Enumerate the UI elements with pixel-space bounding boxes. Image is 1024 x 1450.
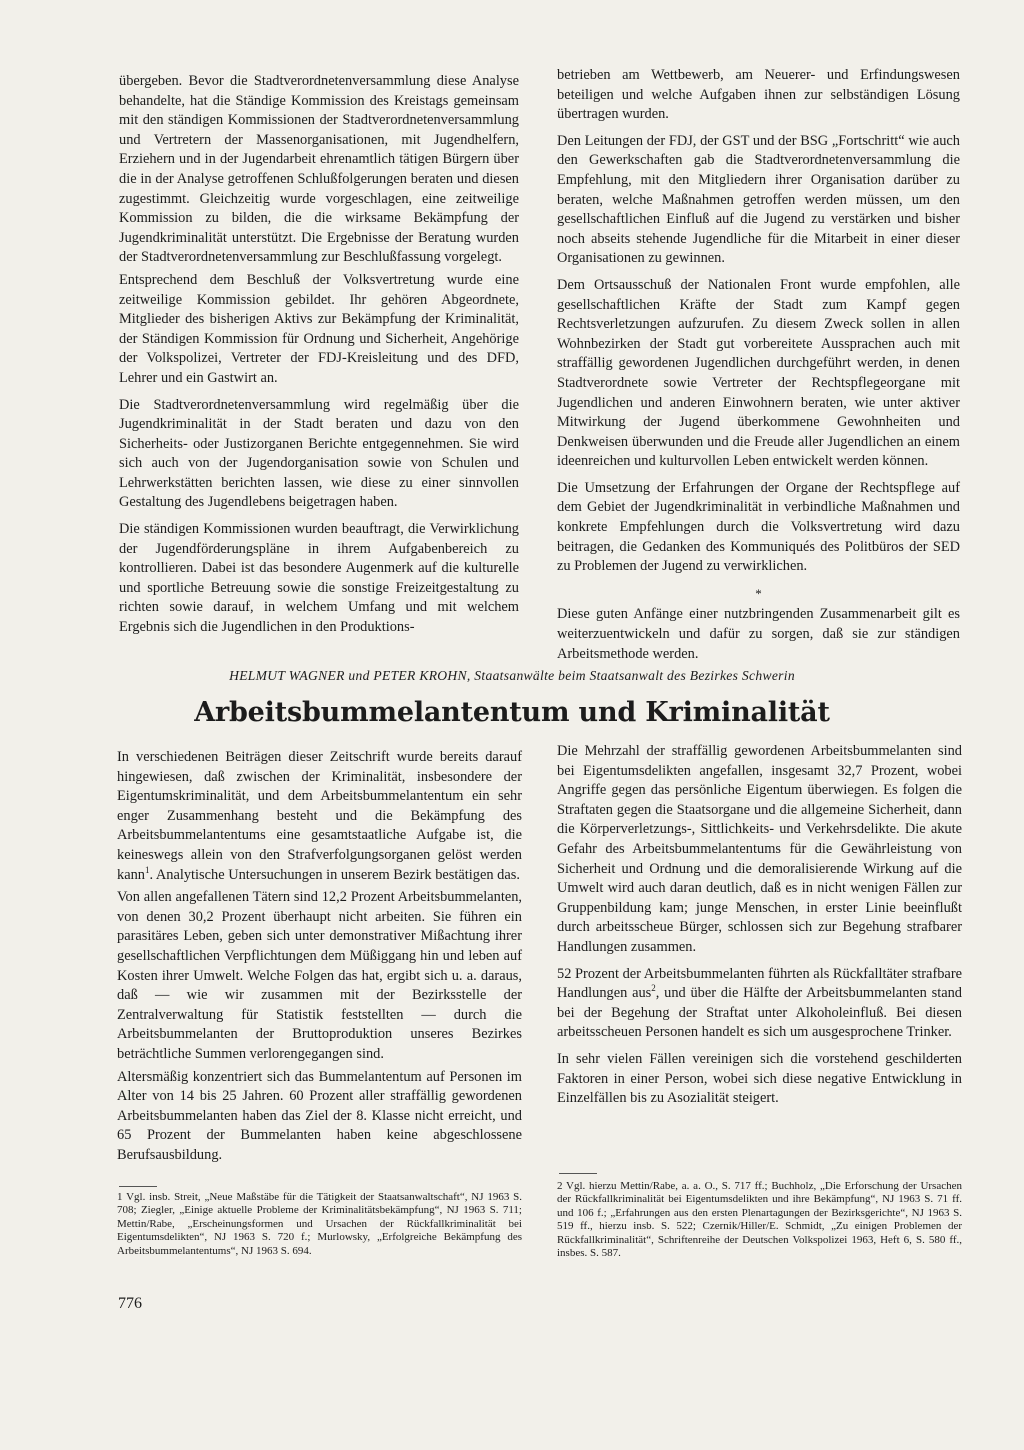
- footnote-1: 1 Vgl. insb. Streit, „Neue Maßstäbe für die Tätigkeit der Staatsanwaltschaft“, NJ 1963 S. 708; Ziegler, „Einige aktuelle Probleme der Kriminalitätsbekämpfung“, NJ 1963 S. 711; Mettin/Rabe, „Erscheinungsformen und Ursachen der Rückfallkriminalität bei Eigentumsdelikten“, NJ 1963 S. 720 f.; Murlowsky, „Erfolgreiche Bekämpfung des Arbeitsbummelantentums“, NJ 1963 S. 694.: [117, 1191, 522, 1257]
- section-separator: *: [755, 585, 762, 601]
- paragraph-text: In verschiedenen Beiträgen dieser Zeitschrift wurde bereits darauf hingewiesen, daß zwischen der Kriminalität, insbesondere der Eigentumskriminalität, und dem Arbeitsbummelantentum ein sehr enger Zusammenhang besteht und die Bekämpfung des Arbeitsbummelantentums eine gesamtstaatliche Aufgabe ist, die keineswegs allein von den Strafverfolgungsorganen gelöst werden kann: [117, 749, 522, 883]
- footnote-rule: [119, 1186, 157, 1187]
- footnote-ref[interactable]: 2: [651, 983, 656, 994]
- paragraph: Von allen angefallenen Tätern sind 12,2 Prozent Arbeitsbummelanten, von denen 30,2 Prozent überhaupt nicht arbeiten. Sie führen ein parasitäres Leben, geben sich unter demonstrativer Mißachtung ihrer gesellschaftlichen Verpflichtungen dem Müßiggang hin und leben auf Kosten ihrer Umwelt. Welche Folgen das hat, ergibt sich u. a. daraus, daß — wie wir zusammen mit der Bezirksstelle der Zentralverwaltung für Statistik feststellten — durch die Arbeitsbummelanten der Bruttoproduktion unseres Bezirkes beträchtliche Summen verlorengegangen sind.: [117, 889, 522, 1062]
- article-title: Arbeitsbummelantentum und Kriminalität: [194, 697, 830, 728]
- paragraph: Die Umsetzung der Erfahrungen der Organe der Rechtspflege auf dem Gebiet der Jugendkriminalität in verbindliche Maßnahmen und konkrete Empfehlungen durch die Volksvertretung wird dazu beitragen, die Gedanken des Kommuniqués des Politbüros der SED zu Problemen der Jugend zu verwirklichen.: [557, 479, 960, 575]
- paragraph: Die Mehrzahl der straffällig gewordenen Arbeitsbummelanten sind bei Eigentumsdelikten angefallen, insgesamt 32,7 Prozent, wobei Angriffe gegen das persönliche Eigentum überwiegen. Es folgen die Straftaten gegen die Staatsorgane und die allgemeine Sicherheit, dann die Körperverletzungs-, Sittlichkeits- und Verkehrsdelikte. Die akute Gefahr des Arbeitsbummelantentums für die Gewährleistung von Sicherheit und Ordnung und die demoralisierende Wirkung auf die Umwelt wird auch daran deutlich, daß es in nicht wenigen Fällen zur Gruppenbildung kam; junge Menschen, in erster Linie beeinflußt durch arbeitsscheue Bürger, schlossen sich zur Begehung strafbarer Handlungen zusammen.: [557, 743, 962, 955]
- paragraph: Die ständigen Kommissionen wurden beauftragt, die Verwirklichung der Jugendförderungspläne in ihrem Aufgabenbereich zu kontrollieren. Dabei ist das besondere Augenmerk auf die kulturelle und sportliche Betreuung sowie die sonstige Freizeitgestaltung zu richten sowie darauf, in welchem Umfang und mit welchem Ergebnis sich die Jugendlichen in den Produktions-: [119, 521, 519, 636]
- paragraph: [557, 965, 962, 1043]
- paragraph: Den Leitungen der FDJ, der GST und der BSG „Fortschritt“ wie auch den Gewerkschaften gab die Stadtverordnetenversammlung die Empfehlung, mit den Mitgliedern ihrer Organisation darüber zu beraten, welche Maßnahmen getroffen werden müssen, um den gesellschaftlichen Einfluß auf die Jugend zu verstärken und bisher noch abseits stehende Jugendliche für die Mitarbeit in einer dieser Organisationen zu gewinnen.: [557, 132, 960, 267]
- article-byline: HELMUT WAGNER und PETER KROHN, Staatsanwälte beim Staatsanwalt des Bezirkes Schwerin: [229, 668, 795, 683]
- footnote-rule: [559, 1173, 597, 1174]
- footnote-2: 2 Vgl. hierzu Mettin/Rabe, a. a. O., S. 717 ff.; Buchholz, „Die Erforschung der Ursachen der Rückfallkriminalität bei Eigentumsdelikten und ihre Bekämpfung“, NJ 1963 S. 71 ff. und 106 f.; „Erfahrungen aus den ersten Plenartagungen der Bezirksgerichte“, NJ 1963 S. 519 ff., hierzu insb. S. 522; Czernik/Hiller/E. Schmidt, „Zu einigen Problemen der Rückfallkriminalität“, Schriftenreihe der Deutschen Volkspolizei 1963, Heft 6, S. 580 ff., insbes. S. 587.: [557, 1180, 962, 1260]
- closing-paragraph: Diese guten Anfänge einer nutzbringenden Zusammenarbeit gilt es weiterzuentwickeln und dafür zu sorgen, daß sie zur ständigen Arbeitsmethode werden.: [557, 606, 960, 662]
- paragraph-text: . Analytische Untersuchungen in unserem Bezirk bestätigen das.: [149, 866, 520, 883]
- paragraph: Entsprechend dem Beschluß der Volksvertretung wurde eine zeitweilige Kommission gebildet. Ihr gehören Abgeordnete, Mitglieder des bisherigen Aktivs zur Bekämpfung der Kriminalität, der Ständigen Kommission für Ordnung und Sicherheit, Angehörige der Volkspolizei, Vertreter der FDJ-Kreisleitung und des DFD, Lehrer und ein Gastwirt an.: [119, 271, 519, 386]
- paragraph-text: 52 Prozent der Arbeitsbummelanten führten als Rückfalltäter strafbare Handlungen aus: [557, 965, 962, 1002]
- paragraph: betrieben am Wettbewerb, am Neuerer- und Erfindungswesen beteiligen und welche Aufgaben ihnen zur selbständigen Lösung übertragen wurden.: [557, 67, 960, 123]
- top-left-column: [119, 72, 519, 645]
- article-left-column: [117, 748, 522, 1172]
- paragraph: Die Stadtverordnetenversammlung wird regelmäßig über die Jugendkriminalität in der Stadt beraten und dazu von den Sicherheits- oder Justizorganen Berichte entgegennehmen. Sie wird sich auch von der Jugendorganisation sowie von Schulen und Lehrwerkstätten berichten lassen, wie diese zu einer sinnvollen Gestaltung des Jugendlebens beigetragen haben.: [119, 396, 519, 511]
- paragraph-text: , und über die Hälfte der Arbeitsbummelanten stand bei der Begehung der Straftat unter Alkoholeinfluß. Bei diesen arbeitsscheuen Personen handelt es sich um ausgesprochene Trinker.: [557, 985, 962, 1041]
- page-number: 776: [118, 1295, 142, 1312]
- paragraph: [117, 748, 522, 885]
- paragraph: Altersmäßig konzentriert sich das Bummelantentum auf Personen im Alter von 14 bis 25 Jahren. 60 Prozent aller straffällig gewordenen Arbeitsbummelanten haben das Ziel der 8. Klasse nicht erreicht, und 65 Prozent der Bummelanten haben keine abgeschlossene Berufsausbildung.: [117, 1068, 522, 1163]
- paragraph: In sehr vielen Fällen vereinigen sich die vorstehend geschilderten Faktoren in einer Person, wobei sich diese negative Entwicklung in Einzelfällen bis zu Asozialität steigert.: [557, 1050, 962, 1107]
- footnote-ref[interactable]: 1: [144, 864, 150, 875]
- article-right-column: [557, 742, 962, 1116]
- paragraph: Dem Ortsausschuß der Nationalen Front wurde empfohlen, alle gesellschaftlichen Kräfte der Stadt zum Kampf gegen Rechtsverletzungen aufzurufen. Zu diesem Zweck sollen in allen Wohnbezirken der Stadt gut vorbereitete Aussprachen auch mit straffällig gewordenen Jugendlichen durchgeführt werden, in denen Stadtverordnete sowie Vertreter der Rechtspflegeorgane mit Jugendlichen und anderen Einwohnern beraten, wie unter aktiver Mitwirkung der Jugend überkommene Gewohnheiten und Denkweisen überwunden und die Freude aller Jugendlichen an einem ideenreichen und kulturvollen Leben entwickelt werden können.: [557, 276, 960, 470]
- top-right-column: [557, 66, 960, 671]
- paragraph: übergeben. Bevor die Stadtverordnetenversammlung diese Analyse behandelte, hat die Ständige Kommission des Kreistags gemeinsam mit den ständigen Kommissionen der Stadtverordnetenversammlung und Vertretern der Massenorganisationen, mit Jugendhelfern, Erziehern und in der Jugendarbeit ehrenamtlich tätigen Bürgern über die in der Analyse getroffenen Schlußfolgerungen beraten und diesen zugestimmt. Gleichzeitig wurde vorgeschlagen, eine zeitweilige Kommission zu bilden, die die wirksame Bekämpfung der Jugendkriminalität unterstützt. Die Ergebnisse der Beratung wurden der Stadtverordnetenversammlung zur Beschlußfassung vorgelegt.: [119, 73, 519, 266]
